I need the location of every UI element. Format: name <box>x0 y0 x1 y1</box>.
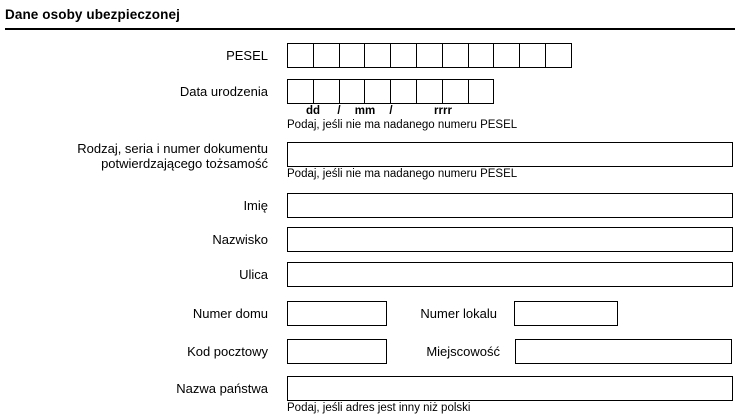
country-hint: Podaj, jeśli adres jest inny niż polski <box>287 402 471 414</box>
comb-cell[interactable] <box>416 43 443 68</box>
comb-cell[interactable] <box>313 79 340 104</box>
comb-cell[interactable] <box>364 79 391 104</box>
date-format-mm: mm <box>354 105 376 117</box>
identity-document-hint: Podaj, jeśli nie ma nadanego numeru PESEL <box>287 168 518 180</box>
birth-date-row <box>0 79 740 132</box>
birth-date-label: Data urodzenia <box>179 84 268 99</box>
pesel-input[interactable] <box>287 43 572 68</box>
house-number-label: Numer domu <box>192 306 268 321</box>
comb-cell[interactable] <box>493 43 520 68</box>
city-input[interactable] <box>515 339 732 364</box>
first-name-label: Imię <box>243 198 268 213</box>
house-number-input[interactable] <box>287 301 387 326</box>
comb-cell[interactable] <box>287 79 314 104</box>
date-format-slash: / <box>389 105 393 117</box>
comb-cell[interactable] <box>416 79 443 104</box>
pesel-label: PESEL <box>226 48 268 63</box>
street-label: Ulica <box>239 267 268 282</box>
date-format-dd: dd <box>305 105 321 117</box>
street-input[interactable] <box>287 262 733 287</box>
date-format-rrrr: rrrr <box>434 105 452 117</box>
date-format-slash: / <box>337 105 341 117</box>
birth-date-input[interactable] <box>287 79 517 104</box>
section-title: Dane osoby ubezpieczonej <box>5 7 180 22</box>
street-row <box>0 262 740 287</box>
identity-document-label: Rodzaj, seria i numer dokumentu potwierdzającego tożsamość <box>77 141 268 171</box>
last-name-label: Nazwisko <box>212 232 268 247</box>
comb-cell[interactable] <box>390 79 417 104</box>
comb-cell[interactable] <box>364 43 391 68</box>
pesel-row <box>0 43 740 68</box>
apartment-number-label: Numer lokalu <box>420 306 497 321</box>
identity-document-input[interactable] <box>287 142 733 167</box>
comb-cell[interactable] <box>519 43 546 68</box>
comb-cell[interactable] <box>442 43 469 68</box>
section-header <box>5 6 735 30</box>
postal-code-label: Kod pocztowy <box>187 344 268 359</box>
comb-cell[interactable] <box>545 43 572 68</box>
date-format-legend <box>287 105 495 118</box>
comb-cell[interactable] <box>468 79 495 104</box>
comb-cell[interactable] <box>339 79 366 104</box>
postal-city-row <box>0 339 740 364</box>
birth-date-hint: Podaj, jeśli nie ma nadanego numeru PESEL <box>287 119 518 131</box>
city-label: Miejscowość <box>426 344 500 359</box>
comb-cell[interactable] <box>287 43 314 68</box>
last-name-row <box>0 227 740 252</box>
postal-code-input[interactable] <box>287 339 387 364</box>
apartment-number-input[interactable] <box>514 301 618 326</box>
house-apartment-row <box>0 301 740 326</box>
country-input[interactable] <box>287 376 733 401</box>
comb-cell[interactable] <box>390 43 417 68</box>
comb-cell[interactable] <box>313 43 340 68</box>
comb-cell[interactable] <box>468 43 495 68</box>
country-label: Nazwa państwa <box>176 381 268 396</box>
identity-document-row <box>0 142 740 181</box>
first-name-row <box>0 193 740 218</box>
comb-cell[interactable] <box>339 43 366 68</box>
last-name-input[interactable] <box>287 227 733 252</box>
country-row <box>0 376 740 414</box>
comb-cell[interactable] <box>442 79 469 104</box>
first-name-input[interactable] <box>287 193 733 218</box>
